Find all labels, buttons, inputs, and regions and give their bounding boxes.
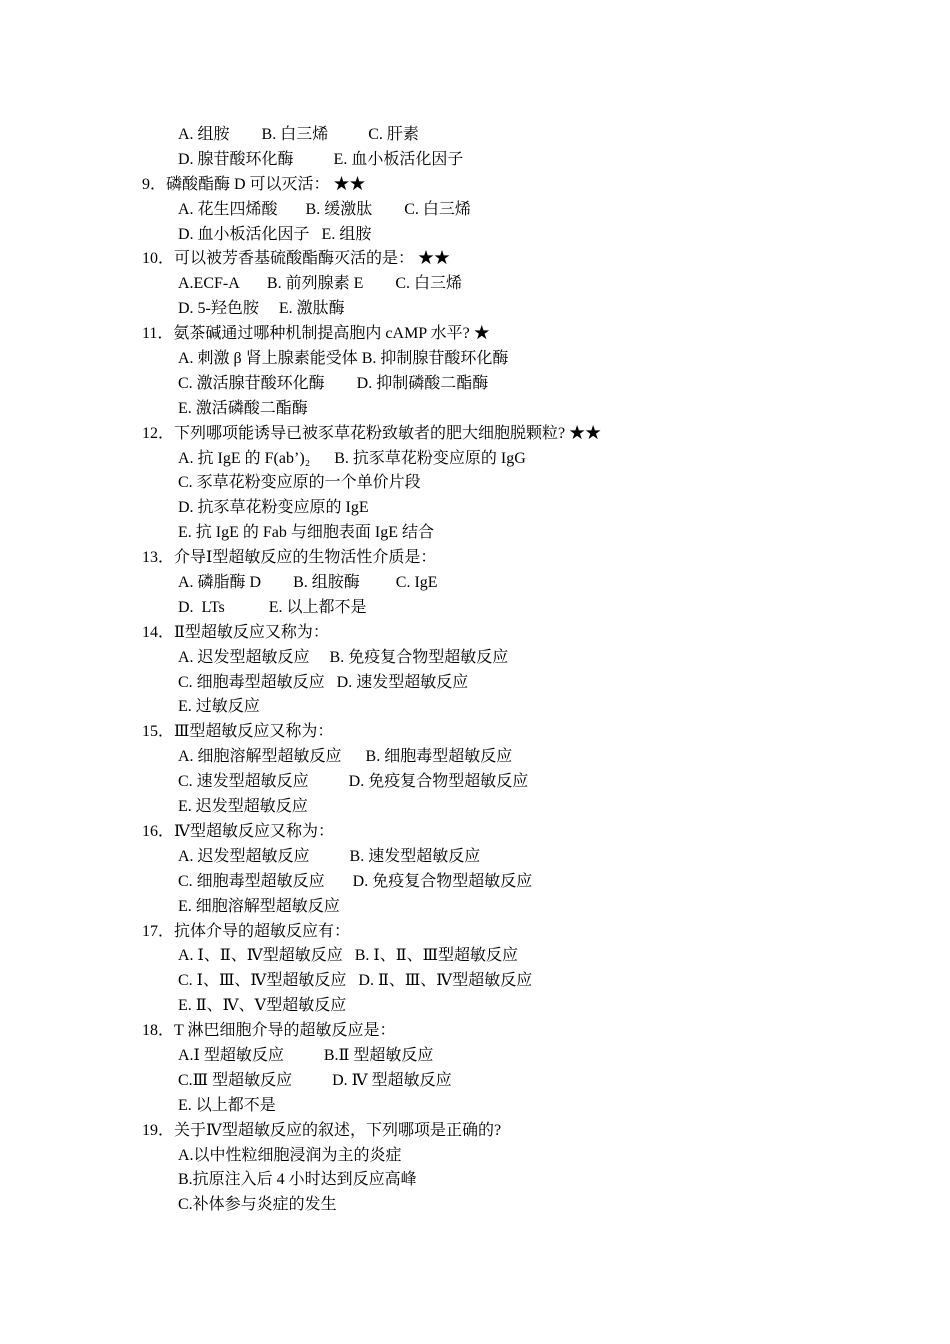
question-stem: 15．Ⅲ型超敏反应又称为： <box>142 723 334 741</box>
question-stem: 12．下列哪项能诱导已被豕草花粉致敏者的肥大细胞脱颗粒? ★★ <box>142 424 602 442</box>
question-stem: 10．可以被芳香基硫酸酯酶灭活的是： ★★ <box>142 250 451 268</box>
answer-options: E. 激活磷酸二酯酶 <box>178 399 308 417</box>
answer-options: C. 激活腺苷酸环化酶 D. 抑制磷酸二酯酶 <box>178 374 489 392</box>
question-stem: 19．关于Ⅳ型超敏反应的叙述，下列哪项是正确的? <box>142 1121 502 1139</box>
answer-options: D. LTs E. 以上都不是 <box>178 598 367 616</box>
answer-options: D. 抗豕草花粉变应原的 IgE <box>178 499 369 517</box>
answer-options: A. Ⅰ、Ⅱ、Ⅳ型超敏反应 B. Ⅰ、Ⅱ、Ⅲ型超敏反应 <box>178 947 519 965</box>
answer-options: A. 磷脂酶 D B. 组胺酶 C. IgE <box>178 574 438 592</box>
question-stem: 9．磷酸酯酶 D 可以灭活： ★★ <box>142 175 366 193</box>
answer-options: A.以中性粒细胞浸润为主的炎症 <box>178 1146 402 1164</box>
answer-options: D. 5-羟色胺 E. 激肽酶 <box>178 300 345 318</box>
answer-options: C.Ⅲ 型超敏反应 D. Ⅳ 型超敏反应 <box>178 1071 452 1089</box>
question-stem: 18．T 淋巴细胞介导的超敏反应是： <box>142 1022 396 1040</box>
answer-options: C. 细胞毒型超敏反应 D. 免疫复合物型超敏反应 <box>178 872 533 890</box>
question-stem: 13．介导Ⅰ型超敏反应的生物活性介质是： <box>142 549 437 567</box>
question-stem: 16．Ⅳ型超敏反应又称为： <box>142 822 334 840</box>
question-stem: 11．氨茶碱通过哪种机制提高胞内 cAMP 水平? ★ <box>142 325 490 343</box>
answer-options: C. Ⅰ、Ⅲ、Ⅳ型超敏反应 D. Ⅱ、Ⅲ、Ⅳ型超敏反应 <box>178 972 533 990</box>
answer-options: C. 细胞毒型超敏反应 D. 速发型超敏反应 <box>178 673 469 691</box>
question-stem: 17．抗体介导的超敏反应有： <box>142 922 351 940</box>
question-stem: 14．Ⅱ型超敏反应又称为： <box>142 623 329 641</box>
answer-options: A. 抗 IgE 的 F(ab’)₂ B. 抗豕草花粉变应原的 IgG <box>178 449 526 467</box>
answer-options: A. 花生四烯酸 B. 缓激肽 C. 白三烯 <box>178 200 471 218</box>
answer-options: E. 迟发型超敏反应 <box>178 798 308 816</box>
answer-options: A. 迟发型超敏反应 B. 速发型超敏反应 <box>178 847 481 865</box>
answer-options: E. 以上都不是 <box>178 1096 276 1114</box>
answer-options: B.抗原注入后 4 小时达到反应高峰 <box>178 1171 417 1189</box>
answer-options: E. Ⅱ、Ⅳ、Ⅴ型超敏反应 <box>178 997 347 1015</box>
answer-options: A. 组胺 B. 白三烯 C. 肝素 <box>178 126 419 143</box>
answer-options: C. 豕草花粉变应原的一个单价片段 <box>178 474 421 492</box>
answer-options: C.补体参与炎症的发生 <box>178 1196 337 1214</box>
answer-options: A. 刺激 β 肾上腺素能受体 B. 抑制腺苷酸环化酶 <box>178 350 509 368</box>
answer-options: A. 迟发型超敏反应 B. 免疫复合物型超敏反应 <box>178 648 509 666</box>
question-list <box>142 123 842 1218</box>
answer-options: E. 细胞溶解型超敏反应 <box>178 897 340 915</box>
answer-options: A.Ⅰ 型超敏反应 B.Ⅱ 型超敏反应 <box>178 1046 434 1064</box>
answer-options: C. 速发型超敏反应 D. 免疫复合物型超敏反应 <box>178 773 529 791</box>
answer-options: E. 过敏反应 <box>178 698 260 716</box>
answer-options: E. 抗 IgE 的 Fab 与细胞表面 IgE 结合 <box>178 524 434 542</box>
answer-options: D. 血小板活化因子 E. 组胺 <box>178 225 372 243</box>
answer-options: A.ECF-A B. 前列腺素 E C. 白三烯 <box>178 275 463 293</box>
answer-options: D. 腺苷酸环化酶 E. 血小板活化因子 <box>178 150 464 168</box>
answer-options: A. 细胞溶解型超敏反应 B. 细胞毒型超敏反应 <box>178 748 513 766</box>
